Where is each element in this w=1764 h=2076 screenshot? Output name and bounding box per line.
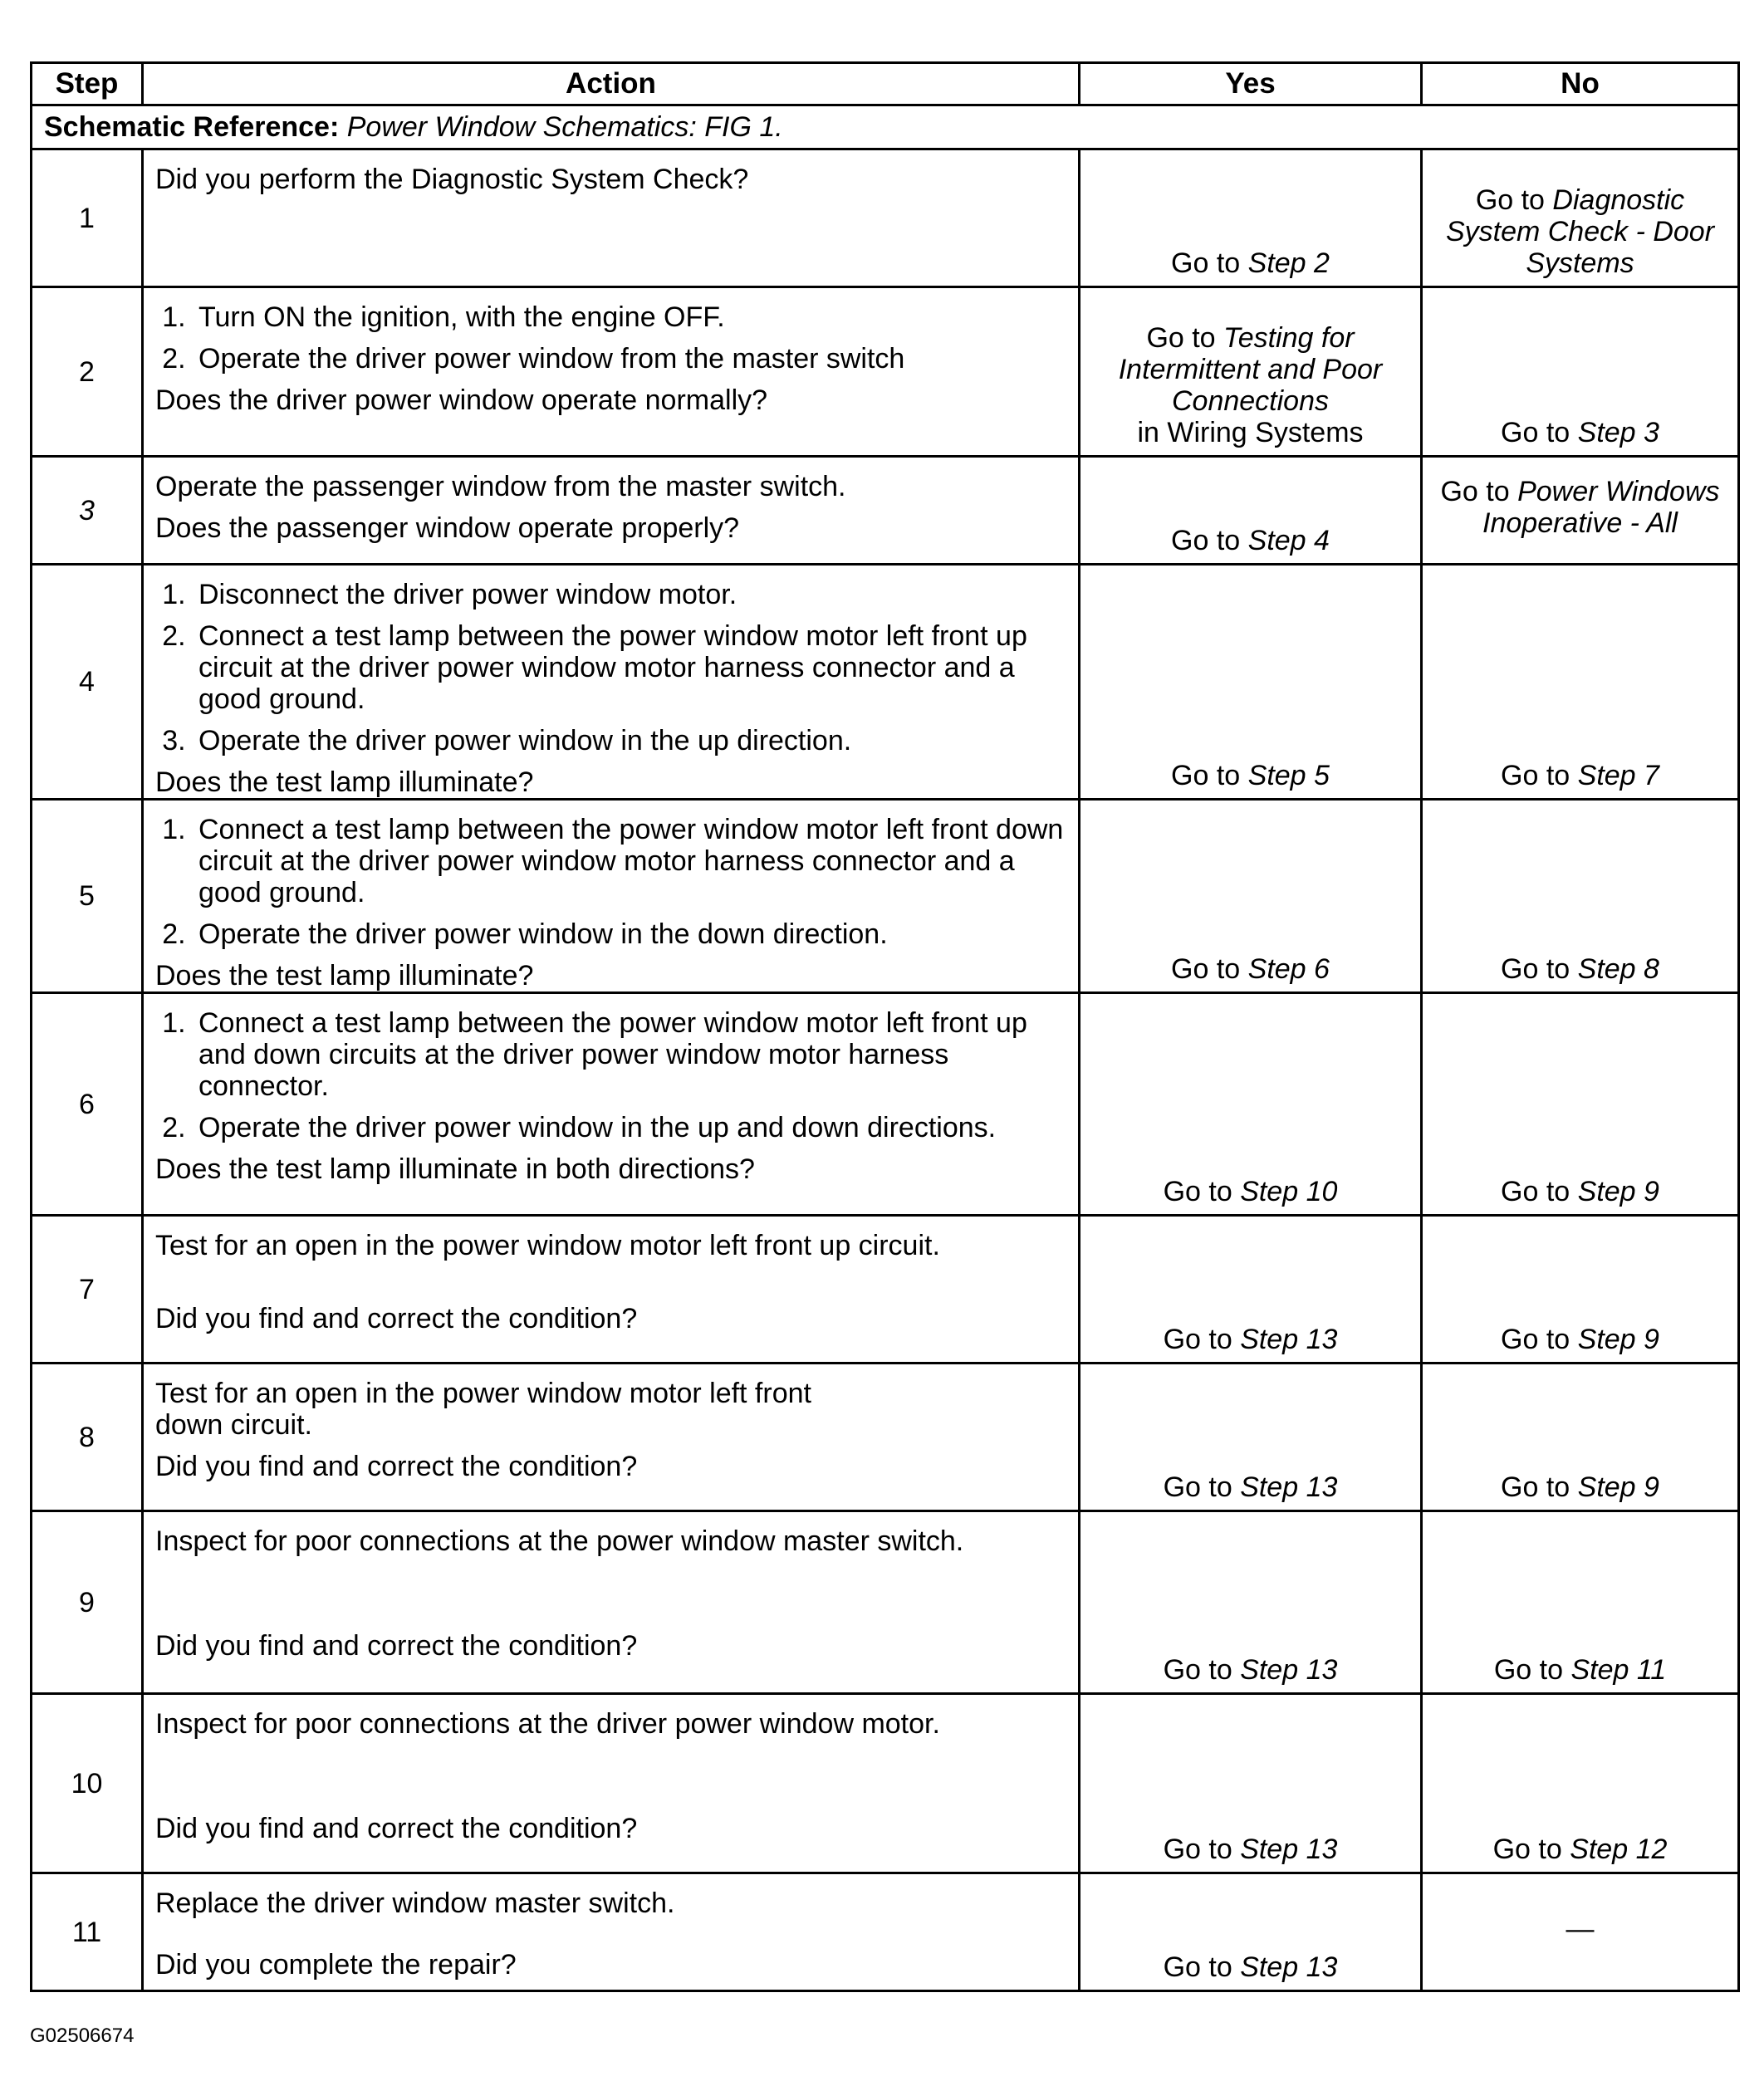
no-ref: Step 3 [1577,417,1659,448]
action-item: 2. Operate the driver power window from the master switch [194,343,1066,375]
action-cell [143,287,1080,457]
action-list [155,1007,1066,1143]
no-cell [1422,1873,1739,1991]
no-cell [1422,1694,1739,1873]
no-ref: Step 8 [1577,953,1659,985]
step-number: 3 [32,457,143,565]
action-list [155,301,1066,375]
no-cell [1422,1216,1739,1364]
no-ref: Step 9 [1577,1176,1659,1207]
table-row [32,1364,1739,1511]
yes-cell [1080,149,1422,287]
table-row [32,287,1739,457]
yes-prefix: Go to [1163,1324,1241,1355]
yes-cell [1080,1216,1422,1364]
action-question: Does the test lamp illuminate? [155,766,534,798]
no-prefix: Go to [1440,475,1518,507]
yes-ref: Testing for Intermittent and Poor Connections [1118,322,1383,417]
action-question: Does the test lamp illuminate in both directions? [155,1153,755,1185]
yes-ref: Step 10 [1240,1176,1338,1207]
yes-ref: Step 13 [1240,1834,1338,1865]
spacer [155,1750,1066,1813]
no-cell [1422,1511,1739,1694]
yes-prefix: Go to [1163,1834,1241,1865]
action-text: Inspect for poor connections at the power window master switch. [155,1525,964,1557]
table-row [32,800,1739,993]
yes-ref: Step 2 [1247,247,1330,279]
yes-prefix: Go to [1163,1654,1241,1686]
action-cell [143,800,1080,993]
table-row [32,457,1739,565]
no-prefix: Go to [1492,1834,1570,1865]
yes-ref: Step 13 [1240,1654,1338,1686]
action-cell [143,457,1080,565]
header-no: No [1422,63,1739,105]
table-row [32,1694,1739,1873]
step-number: 4 [32,565,143,800]
action-cell [143,1364,1080,1511]
no-ref: Step 9 [1577,1471,1659,1503]
yes-cell [1080,457,1422,565]
action-cell [143,149,1080,287]
no-ref: Step 7 [1577,760,1659,791]
action-item: 1. Connect a test lamp between the power window motor left front up and down circuits at the driver power window motor harness connector. [194,1007,1066,1102]
step-number: 2 [32,287,143,457]
action-text: Test for an open in the power window motor left front up circuit. [155,1230,940,1261]
action-text: Inspect for poor connections at the driver power window motor. [155,1708,940,1740]
yes-prefix: Go to [1146,322,1224,354]
no-cell [1422,800,1739,993]
action-question: Does the test lamp illuminate? [155,960,534,991]
yes-prefix: Go to [1171,760,1248,791]
no-dash: — [1566,1912,1595,1945]
action-item: 2. Operate the driver power window in the down direction. [194,918,1066,950]
no-ref: Step 11 [1570,1654,1667,1686]
figure-code: G02506674 [30,2025,135,2047]
table-row [32,565,1739,800]
no-cell [1422,993,1739,1216]
action-question: Did you complete the repair? [155,1949,517,1981]
schematic-label: Schematic Reference: [44,111,340,143]
schematic-row [32,105,1739,149]
no-ref: Step 12 [1570,1834,1668,1865]
action-cell [143,1873,1080,1991]
yes-suffix: in Wiring Systems [1137,417,1364,448]
yes-prefix: Go to [1163,1471,1241,1503]
action-cell [143,1216,1080,1364]
diagnostic-table [30,61,1740,1992]
no-ref: Step 9 [1577,1324,1659,1355]
no-cell [1422,1364,1739,1511]
step-number: 1 [32,149,143,287]
yes-ref: Step 13 [1240,1471,1338,1503]
step-number: 11 [32,1873,143,1991]
no-prefix: Go to [1501,1176,1578,1207]
no-prefix: Go to [1493,1654,1571,1686]
yes-cell [1080,287,1422,457]
yes-ref: Step 13 [1240,1951,1338,1983]
yes-cell [1080,1511,1422,1694]
no-cell [1422,287,1739,457]
no-prefix: Go to [1501,417,1578,448]
action-item: 1. Disconnect the driver power window motor. [194,579,1066,610]
no-ref: Power Windows Inoperative - All [1482,475,1720,539]
step-number: 6 [32,993,143,1216]
table-row [32,1873,1739,1991]
yes-cell [1080,1694,1422,1873]
yes-cell [1080,1873,1422,1991]
action-question: Did you find and correct the condition? [155,1451,638,1482]
spacer [155,1271,1066,1303]
yes-cell [1080,565,1422,800]
action-list [155,814,1066,950]
action-question: Does the passenger window operate properly? [155,512,740,544]
action-cell [143,565,1080,800]
step-number: 9 [32,1511,143,1694]
table-row [32,1511,1739,1694]
yes-cell [1080,1364,1422,1511]
header-yes: Yes [1080,63,1422,105]
table-row [32,1216,1739,1364]
step-number: 8 [32,1364,143,1511]
yes-prefix: Go to [1171,953,1248,985]
yes-ref: Step 5 [1247,760,1330,791]
yes-ref: Step 13 [1240,1324,1338,1355]
yes-cell [1080,993,1422,1216]
action-text: Test for an open in the power window motor left front down circuit. [155,1378,811,1441]
schematic-value: Power Window Schematics: FIG 1. [346,111,783,143]
table-row [32,993,1739,1216]
no-cell [1422,149,1739,287]
action-cell [143,1694,1080,1873]
no-prefix: Go to [1501,953,1578,985]
step-number: 10 [32,1694,143,1873]
action-text: Replace the driver window master switch. [155,1887,675,1919]
no-ref: Diagnostic System Check - Door Systems [1445,184,1715,279]
action-item: 1. Turn ON the ignition, with the engine OFF. [194,301,1066,333]
action-question: Did you find and correct the condition? [155,1303,638,1334]
action-cell [143,1511,1080,1694]
schematic-reference [32,105,1739,149]
action-item: 3. Operate the driver power window in the up direction. [194,725,1066,756]
action-text: Operate the passenger window from the master switch. [155,471,846,502]
action-question: Did you find and correct the condition? [155,1813,638,1844]
no-cell [1422,457,1739,565]
no-prefix: Go to [1501,1471,1578,1503]
no-cell [1422,565,1739,800]
action-item: 2. Connect a test lamp between the power window motor left front up circuit at the driver power window motor harness connector and a good ground. [194,620,1066,715]
no-prefix: Go to [1501,760,1578,791]
header-step: Step [32,63,143,105]
header-row [32,63,1739,105]
yes-cell [1080,800,1422,993]
header-action: Action [143,63,1080,105]
yes-prefix: Go to [1171,247,1248,279]
action-question: Did you find and correct the condition? [155,1630,638,1662]
spacer [155,1567,1066,1630]
action-text: Did you perform the Diagnostic System Check? [155,164,749,195]
yes-prefix: Go to [1163,1951,1241,1983]
step-number: 7 [32,1216,143,1364]
action-item: 2. Operate the driver power window in the up and down directions. [194,1112,1066,1143]
action-question: Does the driver power window operate normally? [155,384,768,416]
action-item: 1. Connect a test lamp between the power window motor left front down circuit at the driver power window motor harness connector and a good ground. [194,814,1066,908]
yes-prefix: Go to [1163,1176,1241,1207]
yes-ref: Step 4 [1247,525,1330,556]
no-prefix: Go to [1501,1324,1578,1355]
no-prefix: Go to [1475,184,1553,216]
yes-ref: Step 6 [1247,953,1330,985]
step-number: 5 [32,800,143,993]
table-row [32,149,1739,287]
yes-prefix: Go to [1171,525,1248,556]
action-list [155,579,1066,756]
action-cell [143,993,1080,1216]
